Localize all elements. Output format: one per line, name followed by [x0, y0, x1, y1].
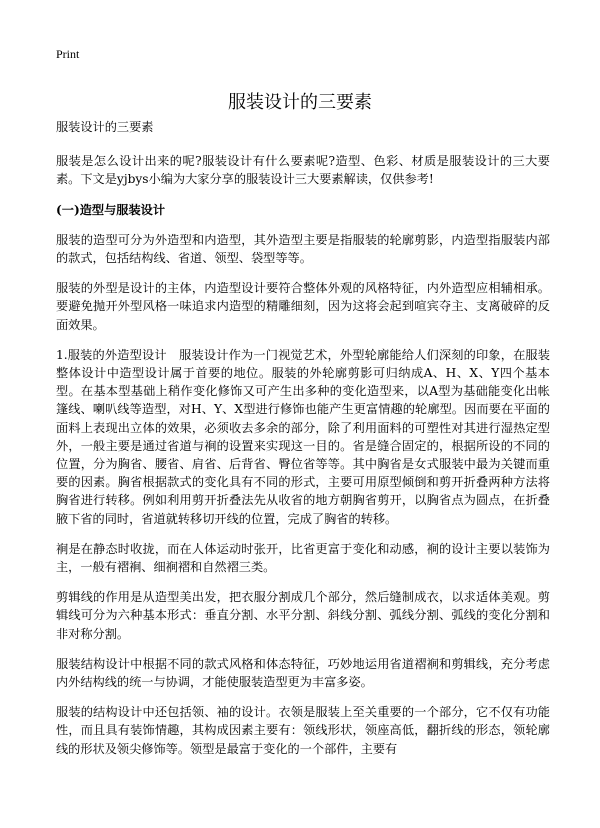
document-body	[56, 118, 550, 770]
paragraph-collar-sleeve: 服装的结构设计中还包括领、袖的设计。衣领是服装上至关重要的一个部分，它不仅有功能性，而且具有装饰情趣，其构成因素主要有：领线形状，领座高低，翻折线的形态，领轮廓线的形状及领尖修饰等。领型是最富于变化的一个部件，主要有	[56, 705, 550, 756]
paragraph-structure-design: 服装结构设计中根据不同的款式风格和体态特征，巧妙地运用省道褶裥和剪辑线，充分考虑内外结构线的统一与协调，才能使服装造型更为丰富多姿。	[56, 656, 550, 690]
paragraph-outer-shape-design: 1.服装的外造型设计 服装设计作为一门视觉艺术，外型轮廓能给人们深刻的印象，在服装整体设计中造型设计属于首要的地位。服装的外轮廓剪影可归纳成A、H、X、Y四个基本型。在基本型基础上稍作变化修饰又可产生出多种的变化造型来，以A型为基础能变化出帐篷线、喇叭线等造型，对H、Y、X型进行修饰也能产生更富情趣的轮廓型。因而要在平面的面料上表现出立体的效果，必须收去多余的部分，除了利用面料的可塑性对其进行湿热定型外，一般主要是通过省道与裥的设置来实现这一目的。省是缝合固定的，根据所设的不同的位置，分为胸省、腰省、肩省、后背省、臀位省等等。其中胸省是女式服装中最为关键而重要的因素。胸省根据款式的变化具有不同的形式，主要可用原型倾倒和剪开折叠两种方法将胸省进行转移。例如利用剪开折叠法先从收省的地方朝胸省剪开，以胸省点为圆点，在折叠腋下省的同时，省道就转移切开线的位置，完成了胸省的转移。	[56, 347, 550, 526]
paragraph-seam-lines: 剪辑线的作用是从造型美出发，把衣服分割成几个部分，然后缝制成衣，以求适体美观。剪辑线可分为六种基本形式：垂直分割、水平分割、斜线分割、弧线分割、弧线的变化分割和非对称分割。	[56, 590, 550, 641]
paragraph-shape-main-body: 服装的外型是设计的主体，内造型设计要符合整体外观的风格特征，内外造型应相辅相承。要避免抛开外型风格一味追求内造型的精雕细刻，因为这将会起到喧宾夺主、支离破碎的反面效果。	[56, 281, 550, 332]
paragraph-pleats: 裥是在静态时收拢，而在人体运动时张开，比省更富于变化和动感，裥的设计主要以装饰为主，一般有褶裥、细裥褶和自然褶三类。	[56, 541, 550, 575]
print-label: Print	[56, 47, 80, 61]
paragraph-outer-inner-shape: 服装的造型可分为外造型和内造型，其外造型主要是指服装的轮廓剪影，内造型指服装内部的款式，包括结构线、省道、领型、袋型等等。	[56, 232, 550, 266]
section-heading: (一)造型与服装设计	[56, 202, 166, 217]
document-subtitle: 服装设计的三要素	[56, 120, 154, 134]
intro-paragraph: 服装是怎么设计出来的呢?服装设计有什么要素呢?造型、色彩、材质是服装设计的三大要素。下文是yjbys小编为大家分享的服装设计三大要素解读，仅供参考!	[56, 154, 550, 187]
document-title: 服装设计的三要素	[228, 92, 372, 114]
